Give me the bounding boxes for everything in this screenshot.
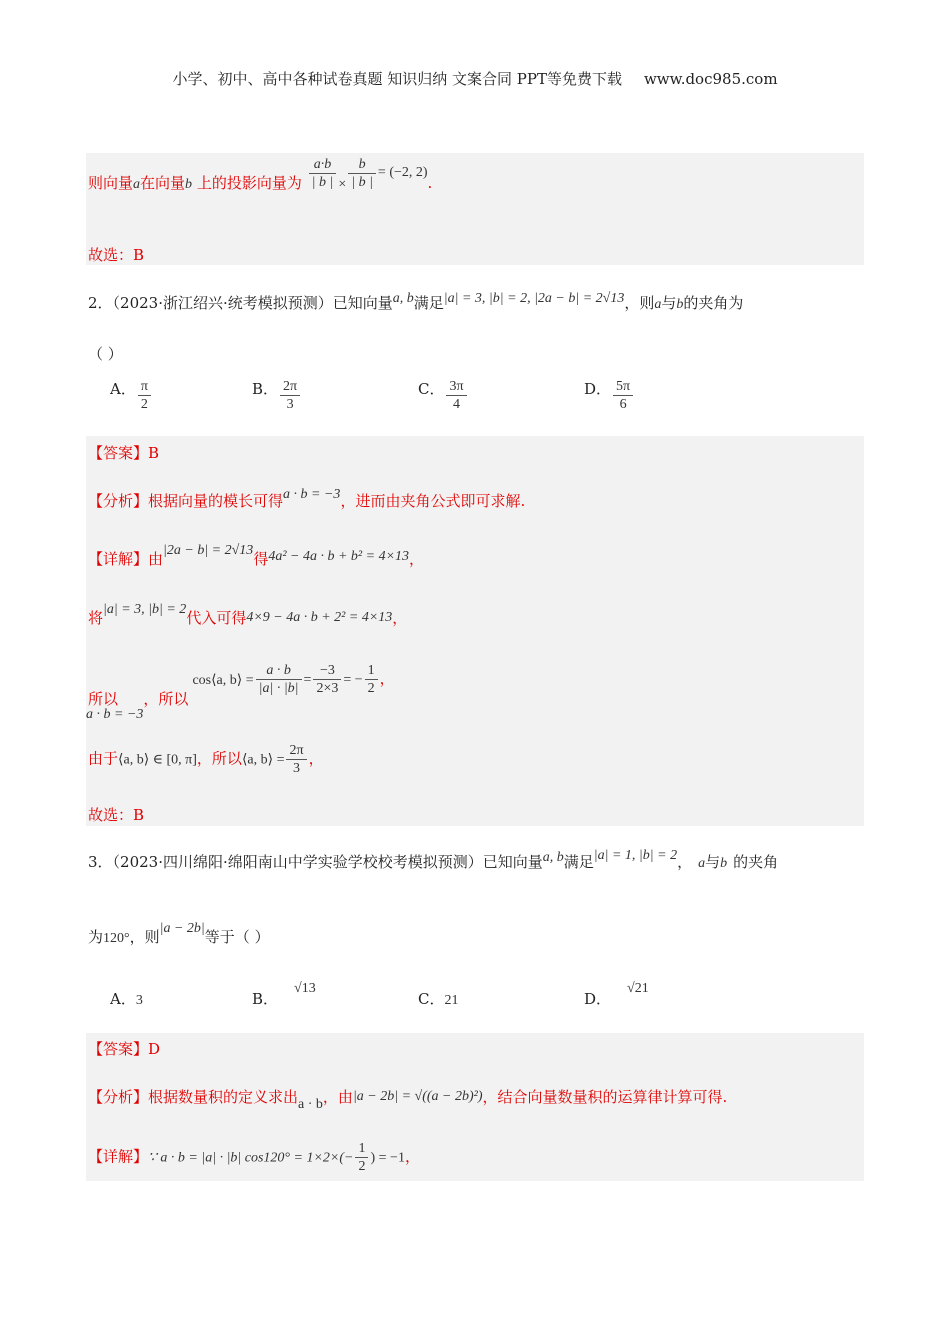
q3-option-d[interactable]: D．√21 [584,981,649,1008]
q2-detail-3: 所以a · b = −3，所以cos⟨a, b⟩ = $\frac{a \cdot b}{|a| \cdot |b|}$ = $\frac{-3}{2\times 3}$ = − $\frac{1}{2}$ ， [86,663,395,722]
choice-line-2: 故选：B [88,806,145,824]
q3-answer: 【答案】D [88,1040,161,1058]
choice-line-1: 故选：B [88,246,145,264]
q2-option-b[interactable]: B． $\frac{2\pi}{3}$ [252,378,302,413]
q3-option-b[interactable]: B．√13 [252,981,316,1008]
header-site: www.doc985.com [643,70,778,88]
solution-box-1 [86,153,864,265]
q2-option-c[interactable]: C． $\frac{3\pi}{4}$ [418,378,469,413]
question-3-stem: 3．（2023·四川绵阳·绵阳南山中学实验学校校考模拟预测）已知向量a, b满足|a| = 1, |b| = 2， a与b 的夹角 [88,848,779,871]
q3-detail: 【详解】∵ a · b = |a| · |b| cos120° = 1×2×(− $\frac{1}{2}$ ) = −1， [88,1141,420,1174]
q2-detail-1: 【详解】由|2a − b| = 2√13得4a² − 4a · b + b² = 4×13， [88,543,425,568]
projection-line: 则向量a在向量b 上的投影向量为 $\frac{a\cdot b}{| b |}$ × $\frac{b}{| b |}$ = (−2, 2). [88,156,433,192]
q2-answer: 【答案】B [88,444,160,462]
q2-detail-4: 由于⟨a, b⟩ ∈ [0, π]，所以⟨a, b⟩ = $\frac{2\pi}{3}$ ， [88,743,324,776]
header-text: 小学、初中、高中各种试卷真题 知识归纳 文案合同 PPT等免费下载 [172,70,622,88]
q2-analysis: 【分析】根据向量的模长可得a · b = −3，进而由夹角公式即可求解. [88,487,526,510]
q2-option-d[interactable]: D． $\frac{5\pi}{6}$ [584,378,635,413]
question-2-paren: （ ） [88,345,123,363]
projection-fraction-2: $\frac{b}{| b |}$ [348,156,376,191]
q3-option-c[interactable]: C．21 [418,990,459,1008]
q3-option-a[interactable]: A．3 [110,990,143,1008]
question-2-stem: 2．（2023·浙江绍兴·统考模拟预测）已知向量a, b满足|a| = 3, |b| = 2, |2a − b| = 2√13，则a与b的夹角为 [88,291,744,312]
q3-analysis: 【分析】根据数量积的定义求出a · b，由|a − 2b| = √((a − 2b)²)，结合向量数量积的运算律计算可得. [88,1088,728,1112]
page-header [0,68,950,89]
q2-option-a[interactable]: A． $\frac{\pi}{2}$ [110,378,153,413]
q2-detail-2: 将|a| = 3, |b| = 2代入可得4×9 − 4a · b + 2² = 4×13， [88,602,408,627]
projection-fraction-1: $\frac{a\cdot b}{| b |}$ [309,156,337,191]
question-3-stem-2: 为120°，则|a − 2b|等于（ ） [88,921,270,946]
